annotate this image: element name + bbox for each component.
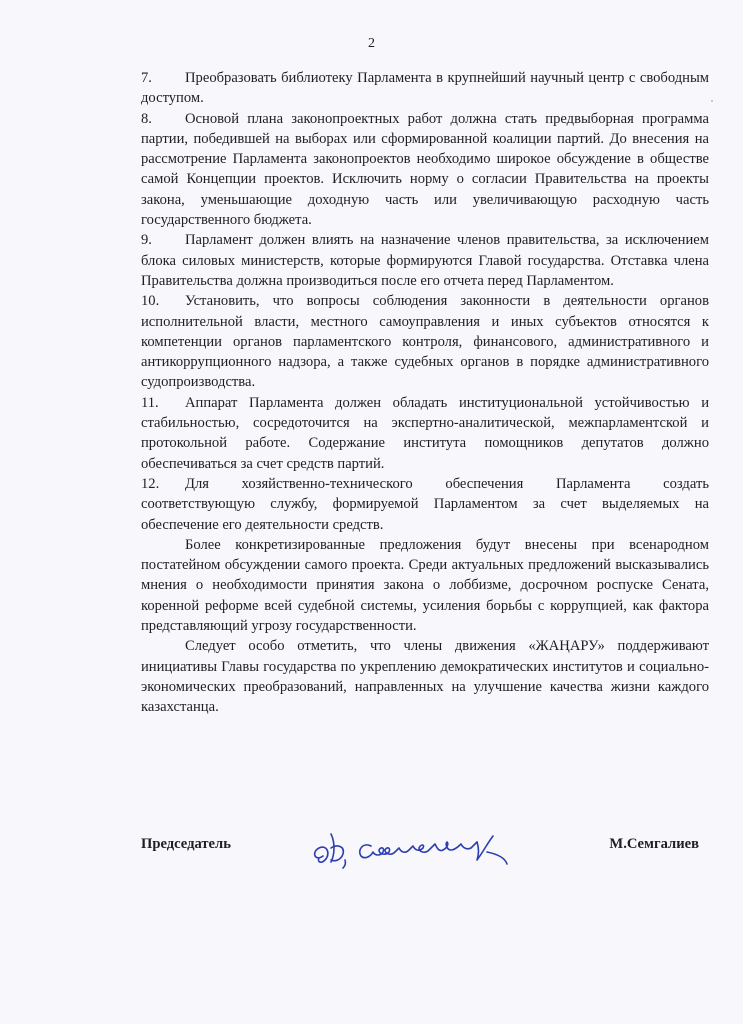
list-item xyxy=(141,109,709,231)
scan-speck xyxy=(711,100,713,102)
item-text: Основой плана законопроектных работ должна стать предвыборная программа партии, победившей на выборах или сформированной коалиции партий. До внесения на рассмотрение Парламента законопроектов необходимо широкое обсуждение в обществе самой Концепции проектов. Исключить норму о согласии Правительства на проекты закона, уменьшающие доходную часть или увеличивающую расходную часть государственного бюджета. xyxy=(141,110,709,229)
paragraph: Более конкретизированные предложения будут внесены при всенародном постатейном обсуждении самого проекта. Среди актуальных предложений высказывались мнения о необходимости принятия закона о лоббизме, досрочном роспуске Сената, коренной реформе всей судебной системы, усиления борьбы с коррупцией, как фактора представляющий угрозу государственности. xyxy=(141,536,709,635)
item-text: Для хозяйственно-технического обеспечения Парламента создать соответствующую службу, формируемой Парламентом за счет выделяемых на обеспечение его деятельности средств. xyxy=(141,475,709,533)
item-text: Аппарат Парламента должен обладать институциональной устойчивостью и стабильностью, сосредоточится на экспертно-аналитической, межпарламентской и протокольной работе. Содержание института помощников депутатов должно обеспечиваться за счет средств партий. xyxy=(141,394,709,472)
item-text: Парламент должен влиять на назначение членов правительства, за исключением блока силовых министерств, которые формируются Главой государства. Отставка члена Правительства должна производиться после его отчета перед Парламентом. xyxy=(141,232,709,289)
item-number: 11. xyxy=(141,394,159,411)
signatory-title: Председатель xyxy=(141,836,231,852)
signature-stroke xyxy=(487,852,507,864)
signature-stroke xyxy=(477,836,493,860)
paragraph: Следует особо отметить, что члены движения «ЖАҢАРУ» поддерживают инициативы Главы государства по укреплению демократических институтов и социально-экономических преобразований, направленных на улучшение качества жизни каждого казахстанца. xyxy=(141,638,709,716)
item-number: 7. xyxy=(141,70,152,86)
handwritten-signature xyxy=(301,822,541,878)
list-item xyxy=(141,474,709,535)
list-item xyxy=(141,230,709,291)
page-number: 2 xyxy=(368,36,375,51)
signature-stroke xyxy=(360,842,477,858)
list-item xyxy=(141,393,709,474)
list-item xyxy=(141,291,709,392)
item-number: 12. xyxy=(141,475,160,492)
item-text: Установить, что вопросы соблюдения законности в деятельности органов исполнительной власти, местного самоуправления и иных субъектов относятся к компетенции органов парламентского контроля, финансового, административного и антикоррупционного надзора, а также судебных органов в порядке административного судопроизводства. xyxy=(141,293,709,391)
signature-block xyxy=(141,822,709,878)
item-number: 10. xyxy=(141,293,160,310)
list-item xyxy=(141,68,709,109)
item-number: 9. xyxy=(141,232,152,249)
item-text: Преобразовать библиотеку Парламента в крупнейший научный центр с свободным доступом. xyxy=(141,70,709,107)
signature-stroke xyxy=(343,860,345,868)
document-body xyxy=(141,68,709,718)
item-number: 8. xyxy=(141,110,152,127)
signature-stroke xyxy=(315,847,328,862)
signatory-name: М.Семгалиев xyxy=(609,836,699,852)
